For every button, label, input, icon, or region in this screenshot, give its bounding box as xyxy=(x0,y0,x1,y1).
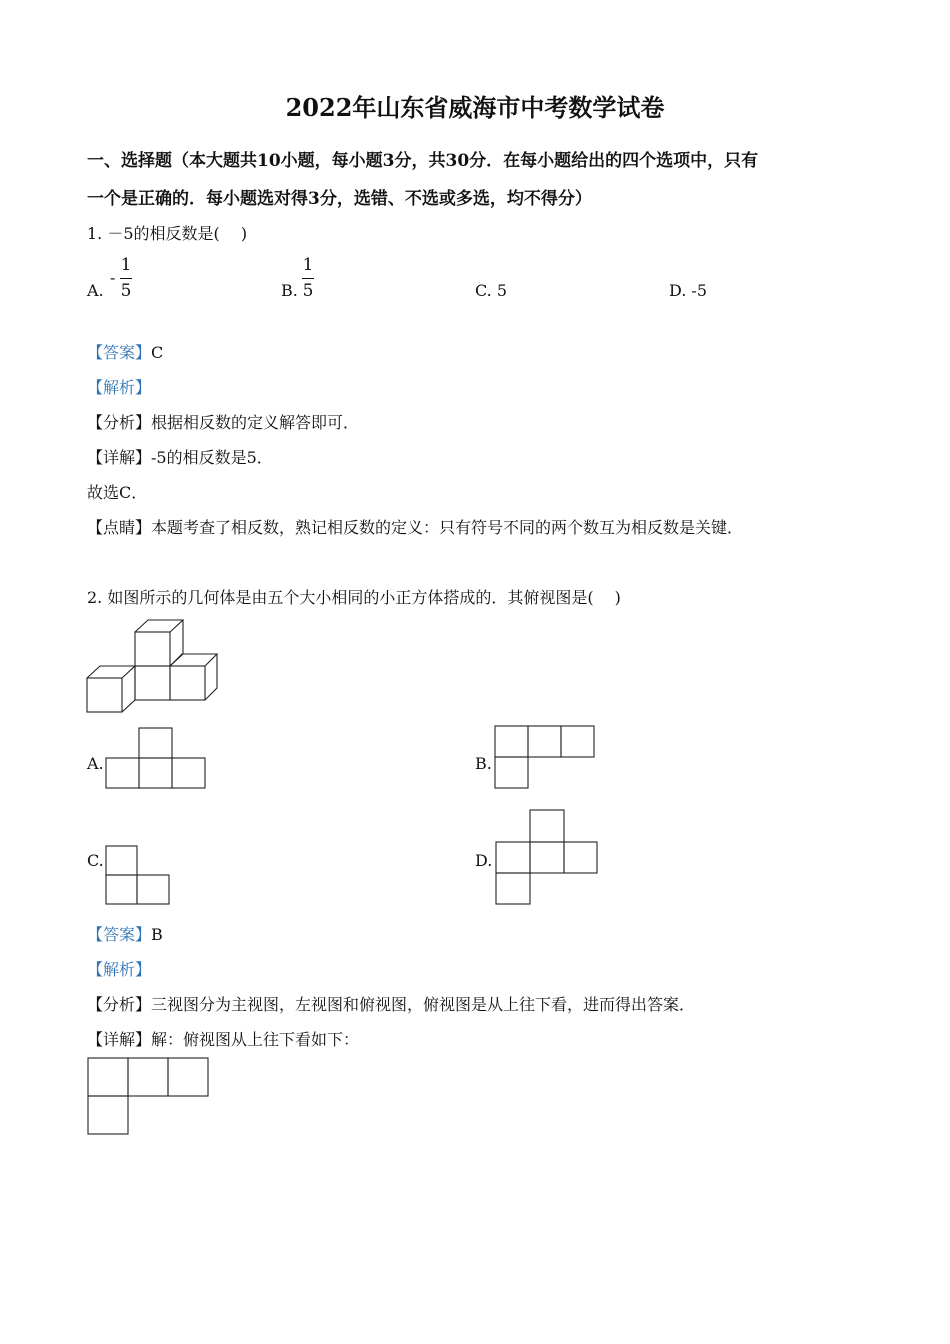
cube-top-front xyxy=(135,632,170,666)
q2-option-b-label: B. xyxy=(475,754,492,773)
q2-option-a-figure xyxy=(106,727,207,790)
analysis-tag: 【分析】 xyxy=(87,995,152,1014)
analysis-tag: 【分析】 xyxy=(87,413,152,432)
answer-value: C xyxy=(151,343,164,362)
q1-option-b-fraction xyxy=(302,255,314,301)
q1-stem: 1. －5的相反数是( ) xyxy=(87,224,248,243)
cube-middle-front xyxy=(135,666,170,700)
q1-analysis xyxy=(87,410,359,433)
q1-answer xyxy=(87,340,163,363)
q2-analysis xyxy=(87,992,695,1015)
q1-option-b-denominator: 5 xyxy=(302,281,314,301)
cube-left-front xyxy=(87,678,122,712)
cube-left-top xyxy=(87,666,135,678)
q2-option-d-label: D. xyxy=(475,851,493,870)
analysis-text: 根据相反数的定义解答即可． xyxy=(151,413,360,432)
q2-option-d-figure xyxy=(495,809,599,906)
q1-option-c: C. 5 xyxy=(475,281,508,300)
q1-option-a-fraction xyxy=(120,255,132,301)
q1-option-a-sign: - xyxy=(110,268,116,287)
q2-top-view-figure xyxy=(87,1057,211,1138)
q2-detail xyxy=(87,1027,359,1050)
q1-solution-tag: 【解析】 xyxy=(87,378,152,397)
q2-option-a-label: A. xyxy=(87,754,104,773)
comment-tag: 【点睛】 xyxy=(87,518,152,537)
answer-tag: 【答案】 xyxy=(87,925,152,944)
q2-option-b-figure xyxy=(495,725,596,790)
answer-tag: 【答案】 xyxy=(87,343,152,362)
q1-comment xyxy=(87,515,743,538)
fraction-bar xyxy=(120,278,132,279)
q2-solution-tag: 【解析】 xyxy=(87,960,152,979)
detail-tag: 【详解】 xyxy=(87,448,152,467)
q1-option-a-numerator: 1 xyxy=(120,255,132,275)
cube-left-side xyxy=(122,666,135,712)
q1-option-a-denominator: 5 xyxy=(120,281,132,301)
detail-tag: 【详解】 xyxy=(87,1030,152,1049)
q2-option-c-figure xyxy=(106,845,172,906)
cube-right-front xyxy=(170,666,205,700)
q2-option-c-label: C. xyxy=(87,851,104,870)
section-heading-line-2: 一个是正确的．每小题选对得3分，选错、不选或多选，均不得分） xyxy=(87,189,592,209)
page-title: 2022年山东省威海市中考数学试卷 xyxy=(285,93,665,122)
detail-text: 解：俯视图从上往下看如下： xyxy=(151,1030,360,1049)
q2-answer xyxy=(87,922,163,945)
q1-option-a-label: A. xyxy=(87,281,104,300)
q1-conclusion: 故选C． xyxy=(87,483,148,502)
q1-option-b-numerator: 1 xyxy=(302,255,314,275)
fraction-bar xyxy=(302,278,314,279)
q2-stem: 2. 如图所示的几何体是由五个大小相同的小正方体搭成的．其俯视图是( ) xyxy=(87,588,621,607)
section-heading-line-1: 一、选择题（本大题共10小题，每小题3分，共30分．在每小题给出的四个选项中，只有 xyxy=(87,151,759,171)
q1-option-d: D. -5 xyxy=(669,281,708,300)
cube-top-top xyxy=(135,620,183,632)
comment-text: 本题考查了相反数，熟记相反数的定义：只有符号不同的两个数互为相反数是关键． xyxy=(151,518,744,537)
answer-value: B xyxy=(151,925,163,944)
q1-detail xyxy=(87,445,273,468)
q2-solid-figure xyxy=(87,619,219,715)
q1-option-b-label: B. xyxy=(281,281,298,300)
detail-text: -5的相反数是5． xyxy=(151,448,273,467)
analysis-text: 三视图分为主视图，左视图和俯视图，俯视图是从上往下看，进而得出答案． xyxy=(151,995,696,1014)
cube-right-side xyxy=(205,654,217,700)
